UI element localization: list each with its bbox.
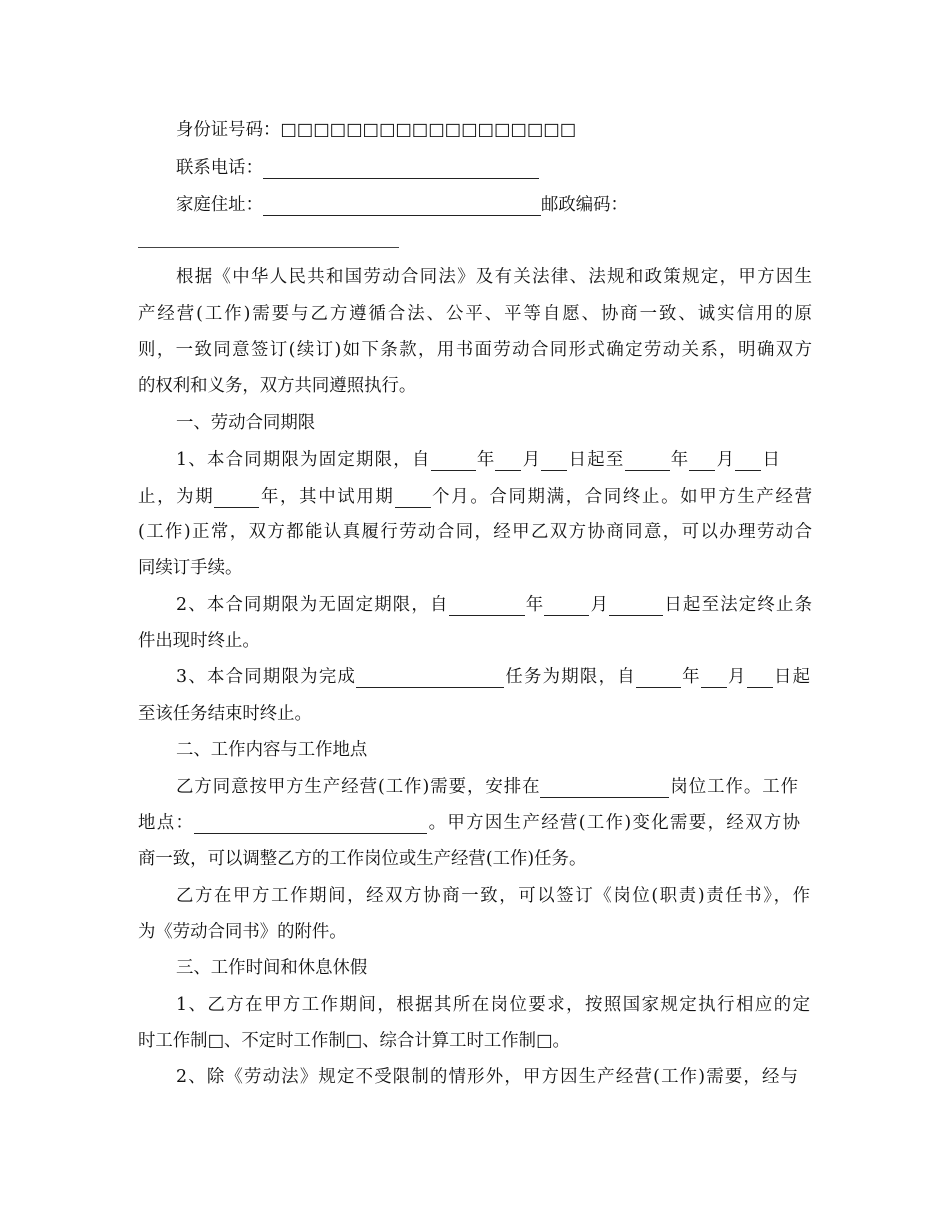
term-years-blank[interactable] bbox=[214, 487, 259, 508]
clause-line: 2、除《劳动法》规定不受限制的情形外，甲方因生产经营(工作)需要，经与 bbox=[176, 1067, 798, 1087]
work-location-blank[interactable] bbox=[194, 813, 427, 834]
position-blank[interactable] bbox=[540, 777, 669, 798]
address-blank[interactable] bbox=[263, 195, 541, 216]
phone-label: 联系电话： bbox=[176, 158, 263, 178]
clause-line: 件出现时终止。 bbox=[138, 631, 260, 651]
probation-months-blank[interactable] bbox=[395, 487, 431, 508]
address-line bbox=[176, 195, 856, 216]
preamble-line: 则，一致同意签订(续订)如下条款，用书面劳动合同形式确定劳动关系，明确双方 bbox=[138, 340, 812, 360]
clause-line: 时工作制□、不定时工作制□、综合计算工时工作制□。 bbox=[138, 1031, 570, 1051]
clause-line: 3、本合同期限为完成 任务为期限，自 年 月 日起 bbox=[176, 667, 810, 687]
start-month-blank[interactable] bbox=[701, 667, 727, 688]
task-blank[interactable] bbox=[356, 667, 504, 688]
start-month-blank[interactable] bbox=[544, 595, 589, 616]
id-number-label: 身份证号码： bbox=[176, 120, 281, 140]
start-day-blank[interactable] bbox=[747, 667, 773, 688]
clause-line: 同续订手续。 bbox=[138, 558, 243, 578]
clause-line: 地点： 。甲方因生产经营(工作)变化需要，经双方协 bbox=[138, 813, 800, 833]
clause-line: 至该任务结束时终止。 bbox=[138, 704, 312, 724]
start-year-blank[interactable] bbox=[636, 667, 681, 688]
start-month-blank[interactable] bbox=[495, 450, 521, 471]
clause-line: 为《劳动合同书》的附件。 bbox=[138, 922, 347, 942]
id-number-line bbox=[176, 120, 856, 140]
end-day-blank[interactable] bbox=[735, 450, 761, 471]
end-month-blank[interactable] bbox=[689, 450, 715, 471]
start-year-blank[interactable] bbox=[449, 595, 525, 616]
section-heading: 一、劳动合同期限 bbox=[176, 413, 316, 433]
clause-line: 1、乙方在甲方工作期间，根据其所在岗位要求，按照国家规定执行相应的定 bbox=[176, 995, 810, 1015]
clause-line: 乙方在甲方工作期间，经双方协商一致，可以签订《岗位(职责)责任书》，作 bbox=[176, 886, 810, 906]
end-year-blank[interactable] bbox=[625, 450, 670, 471]
clause-line: 止，为期 年，其中试用期 个月。合同期满，合同终止。如甲方生产经营 bbox=[138, 487, 812, 507]
address-label: 家庭住址： bbox=[176, 195, 263, 215]
phone-blank[interactable] bbox=[263, 158, 539, 179]
start-day-blank[interactable] bbox=[609, 595, 663, 616]
start-day-blank[interactable] bbox=[541, 450, 567, 471]
section-heading: 二、工作内容与工作地点 bbox=[176, 740, 368, 760]
phone-line bbox=[176, 158, 856, 179]
id-number-boxes[interactable]: □□□□□□□□□□□□□□□□□□ bbox=[280, 120, 577, 140]
postal-code-label: 邮政编码： bbox=[540, 195, 628, 215]
clause-line: (工作)正常，双方都能认真履行劳动合同，经甲乙双方协商同意，可以办理劳动合 bbox=[138, 522, 812, 542]
start-year-blank[interactable] bbox=[431, 450, 476, 471]
postal-code-blank[interactable] bbox=[138, 247, 399, 248]
preamble-line: 的权利和义务，双方共同遵照执行。 bbox=[138, 376, 417, 396]
preamble-line: 产经营(工作)需要与乙方遵循合法、公平、平等自愿、协商一致、诚实信用的原 bbox=[138, 304, 812, 324]
clause-line: 乙方同意按甲方生产经营(工作)需要，安排在 岗位工作。工作 bbox=[176, 777, 798, 797]
clause-line: 1、本合同期限为固定期限，自 年 月 日起至 年 月 日 bbox=[176, 450, 780, 470]
clause-line: 2、本合同期限为无固定期限，自 年 月 日起至法定终止条 bbox=[176, 595, 812, 615]
clause-line: 商一致，可以调整乙方的工作岗位或生产经营(工作)任务。 bbox=[138, 849, 587, 869]
preamble-line: 根据《中华人民共和国劳动合同法》及有关法律、法规和政策规定，甲方因生 bbox=[176, 267, 812, 287]
section-heading: 三、工作时间和休息休假 bbox=[176, 958, 368, 978]
